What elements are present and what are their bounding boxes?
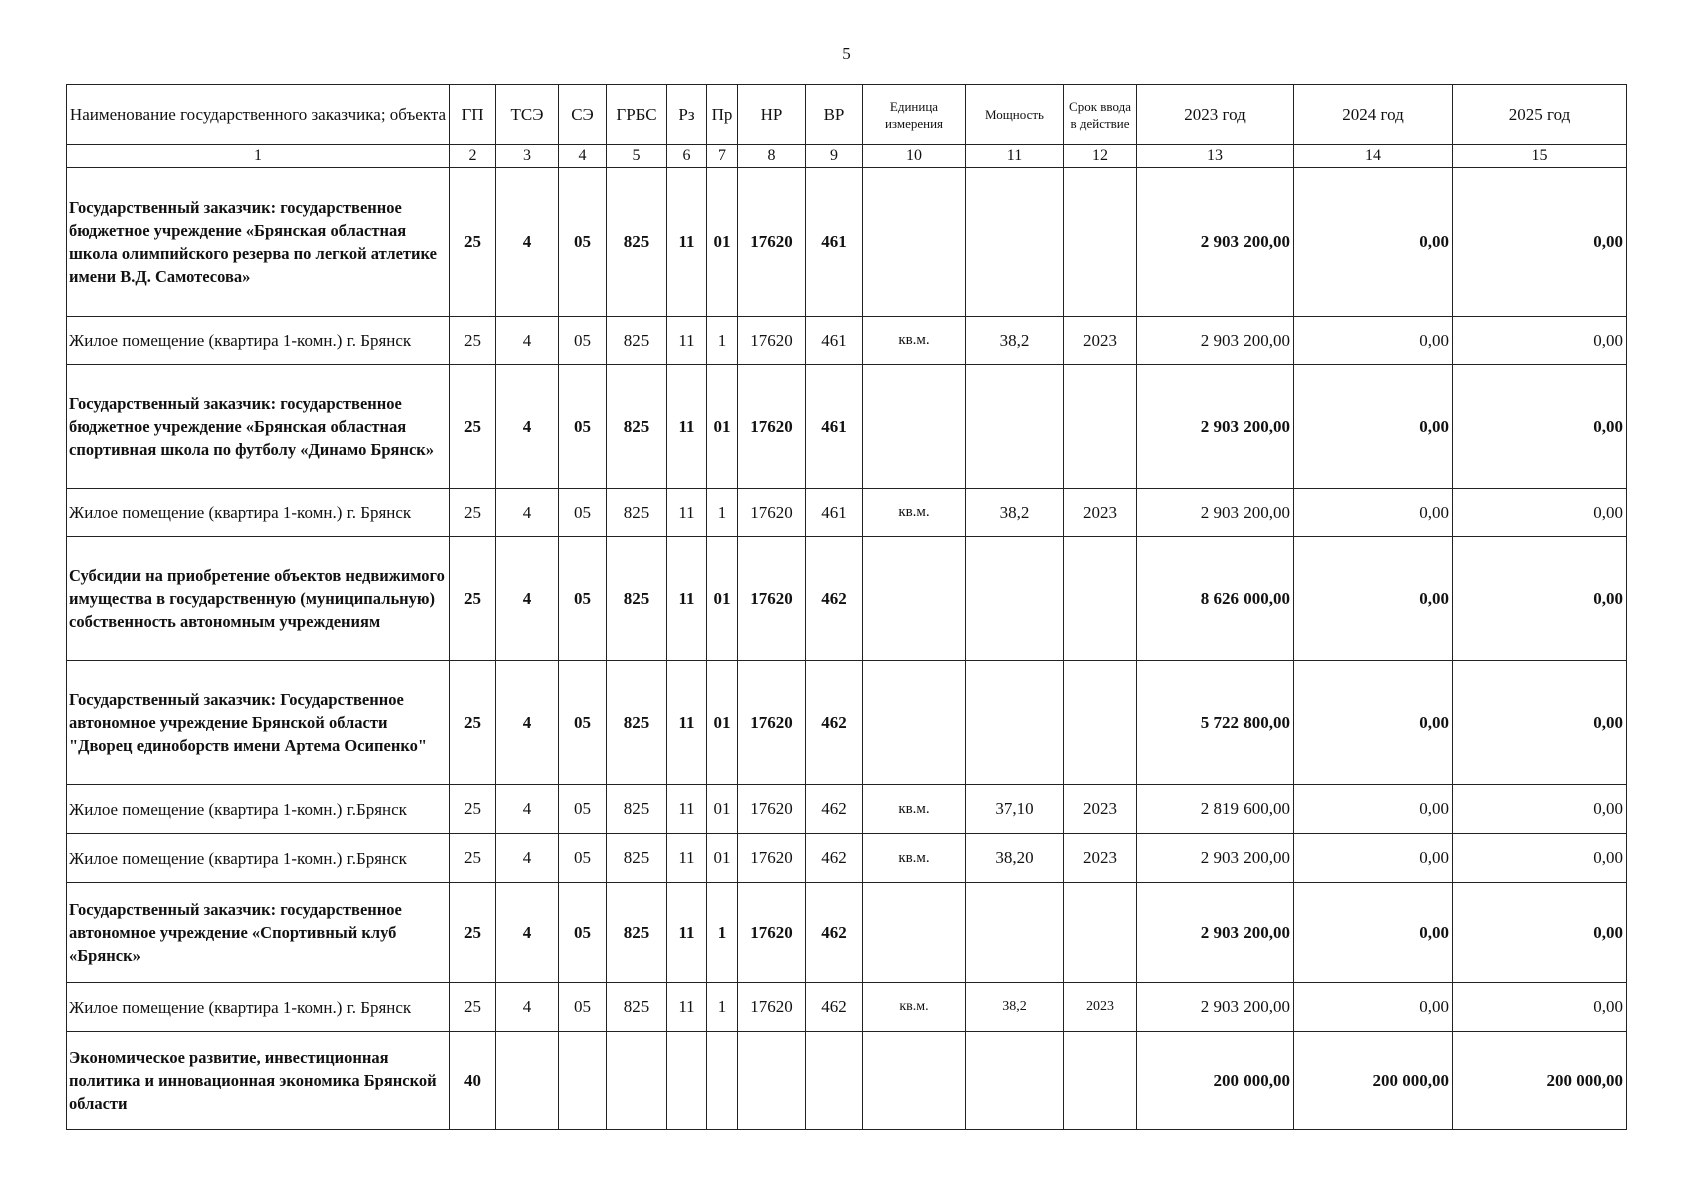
row-rz bbox=[667, 1032, 707, 1130]
row-2024: 0,00 bbox=[1294, 661, 1453, 785]
row-nr: 17620 bbox=[738, 834, 806, 883]
row-se: 05 bbox=[559, 489, 607, 537]
table-row bbox=[67, 317, 1627, 365]
header-pr: Пр bbox=[707, 85, 738, 145]
header-rz: Рз bbox=[667, 85, 707, 145]
row-name: Государственный заказчик: государственное автономное учреждение «Спортивный клуб «Брянск» bbox=[67, 883, 450, 983]
row-se: 05 bbox=[559, 365, 607, 489]
row-tse: 4 bbox=[496, 883, 559, 983]
header-capacity: Мощность bbox=[966, 85, 1064, 145]
row-2024: 0,00 bbox=[1294, 317, 1453, 365]
header-row bbox=[67, 85, 1627, 145]
row-2023: 2 819 600,00 bbox=[1137, 785, 1294, 834]
row-vr: 461 bbox=[806, 317, 863, 365]
row-2023: 8 626 000,00 bbox=[1137, 537, 1294, 661]
row-unit: кв.м. bbox=[863, 489, 966, 537]
row-rz: 11 bbox=[667, 537, 707, 661]
row-vr: 461 bbox=[806, 168, 863, 317]
row-gp: 25 bbox=[450, 168, 496, 317]
row-vr: 462 bbox=[806, 834, 863, 883]
row-capacity bbox=[966, 1032, 1064, 1130]
row-year: 2023 bbox=[1064, 834, 1137, 883]
row-year: 2023 bbox=[1064, 489, 1137, 537]
row-pr: 01 bbox=[707, 785, 738, 834]
row-rz: 11 bbox=[667, 168, 707, 317]
row-vr: 461 bbox=[806, 365, 863, 489]
header-vr: ВР bbox=[806, 85, 863, 145]
column-number: 2 bbox=[450, 145, 496, 168]
budget-table bbox=[66, 84, 1627, 1130]
row-gp: 25 bbox=[450, 834, 496, 883]
row-capacity bbox=[966, 883, 1064, 983]
row-2023: 2 903 200,00 bbox=[1137, 489, 1294, 537]
row-unit bbox=[863, 168, 966, 317]
row-unit bbox=[863, 537, 966, 661]
column-number: 8 bbox=[738, 145, 806, 168]
row-gp: 25 bbox=[450, 661, 496, 785]
table-row bbox=[67, 537, 1627, 661]
header-name: Наименование государственного заказчика; объекта bbox=[67, 85, 450, 145]
row-2024: 0,00 bbox=[1294, 537, 1453, 661]
row-rz: 11 bbox=[667, 365, 707, 489]
row-capacity bbox=[966, 661, 1064, 785]
row-nr bbox=[738, 1032, 806, 1130]
row-nr: 17620 bbox=[738, 983, 806, 1032]
row-nr: 17620 bbox=[738, 365, 806, 489]
row-year bbox=[1064, 365, 1137, 489]
column-number: 15 bbox=[1453, 145, 1627, 168]
row-nr: 17620 bbox=[738, 489, 806, 537]
column-number: 14 bbox=[1294, 145, 1453, 168]
row-capacity: 37,10 bbox=[966, 785, 1064, 834]
row-name: Жилое помещение (квартира 1-комн.) г.Брянск bbox=[67, 785, 450, 834]
row-se: 05 bbox=[559, 168, 607, 317]
row-tse: 4 bbox=[496, 317, 559, 365]
row-grbs: 825 bbox=[607, 883, 667, 983]
header-gp: ГП bbox=[450, 85, 496, 145]
row-grbs: 825 bbox=[607, 983, 667, 1032]
header-nr: НР bbox=[738, 85, 806, 145]
row-se: 05 bbox=[559, 317, 607, 365]
row-unit bbox=[863, 1032, 966, 1130]
row-pr: 1 bbox=[707, 983, 738, 1032]
column-number: 1 bbox=[67, 145, 450, 168]
row-year bbox=[1064, 883, 1137, 983]
row-nr: 17620 bbox=[738, 785, 806, 834]
row-vr: 462 bbox=[806, 661, 863, 785]
row-unit bbox=[863, 365, 966, 489]
row-capacity bbox=[966, 168, 1064, 317]
row-name: Государственный заказчик: государственное бюджетное учреждение «Брянская областная школа олимпийского резерва по легкой атлетике имени В.Д. Самотесова» bbox=[67, 168, 450, 317]
row-grbs: 825 bbox=[607, 834, 667, 883]
row-se bbox=[559, 1032, 607, 1130]
row-nr: 17620 bbox=[738, 168, 806, 317]
column-number: 5 bbox=[607, 145, 667, 168]
row-vr: 462 bbox=[806, 785, 863, 834]
row-gp: 25 bbox=[450, 983, 496, 1032]
row-2023: 2 903 200,00 bbox=[1137, 983, 1294, 1032]
row-se: 05 bbox=[559, 834, 607, 883]
row-2025: 0,00 bbox=[1453, 489, 1627, 537]
row-year: 2023 bbox=[1064, 785, 1137, 834]
column-number-row bbox=[67, 145, 1627, 168]
row-se: 05 bbox=[559, 983, 607, 1032]
row-tse: 4 bbox=[496, 489, 559, 537]
row-2023: 2 903 200,00 bbox=[1137, 317, 1294, 365]
row-capacity: 38,2 bbox=[966, 317, 1064, 365]
row-vr: 462 bbox=[806, 983, 863, 1032]
column-number: 10 bbox=[863, 145, 966, 168]
row-2024: 0,00 bbox=[1294, 983, 1453, 1032]
row-year: 2023 bbox=[1064, 983, 1137, 1032]
column-number: 12 bbox=[1064, 145, 1137, 168]
row-capacity: 38,2 bbox=[966, 983, 1064, 1032]
header-2025: 2025 год bbox=[1453, 85, 1627, 145]
row-2025: 0,00 bbox=[1453, 661, 1627, 785]
row-rz: 11 bbox=[667, 489, 707, 537]
row-unit bbox=[863, 661, 966, 785]
table-row bbox=[67, 661, 1627, 785]
row-pr: 01 bbox=[707, 365, 738, 489]
row-gp: 25 bbox=[450, 317, 496, 365]
row-gp: 25 bbox=[450, 365, 496, 489]
row-2024: 0,00 bbox=[1294, 489, 1453, 537]
row-2024: 200 000,00 bbox=[1294, 1032, 1453, 1130]
column-number: 3 bbox=[496, 145, 559, 168]
row-grbs: 825 bbox=[607, 168, 667, 317]
row-2024: 0,00 bbox=[1294, 834, 1453, 883]
row-2024: 0,00 bbox=[1294, 168, 1453, 317]
row-2023: 2 903 200,00 bbox=[1137, 365, 1294, 489]
row-vr bbox=[806, 1032, 863, 1130]
row-name: Жилое помещение (квартира 1-комн.) г. Брянск bbox=[67, 317, 450, 365]
row-rz: 11 bbox=[667, 834, 707, 883]
row-grbs: 825 bbox=[607, 317, 667, 365]
row-unit bbox=[863, 883, 966, 983]
header-grbs: ГРБС bbox=[607, 85, 667, 145]
row-2023: 200 000,00 bbox=[1137, 1032, 1294, 1130]
row-rz: 11 bbox=[667, 661, 707, 785]
row-2025: 200 000,00 bbox=[1453, 1032, 1627, 1130]
row-2024: 0,00 bbox=[1294, 785, 1453, 834]
row-2025: 0,00 bbox=[1453, 785, 1627, 834]
row-tse: 4 bbox=[496, 785, 559, 834]
table-row bbox=[67, 983, 1627, 1032]
row-unit: кв.м. bbox=[863, 983, 966, 1032]
row-gp: 25 bbox=[450, 883, 496, 983]
row-pr: 01 bbox=[707, 168, 738, 317]
row-2024: 0,00 bbox=[1294, 365, 1453, 489]
row-grbs: 825 bbox=[607, 365, 667, 489]
row-pr: 1 bbox=[707, 317, 738, 365]
row-tse: 4 bbox=[496, 834, 559, 883]
row-grbs: 825 bbox=[607, 489, 667, 537]
row-nr: 17620 bbox=[738, 883, 806, 983]
row-pr: 01 bbox=[707, 537, 738, 661]
row-se: 05 bbox=[559, 537, 607, 661]
row-2025: 0,00 bbox=[1453, 883, 1627, 983]
row-nr: 17620 bbox=[738, 661, 806, 785]
row-pr: 01 bbox=[707, 834, 738, 883]
row-name: Экономическое развитие, инвестиционная политика и инновационная экономика Брянской области bbox=[67, 1032, 450, 1130]
row-2025: 0,00 bbox=[1453, 365, 1627, 489]
row-tse: 4 bbox=[496, 537, 559, 661]
row-capacity: 38,2 bbox=[966, 489, 1064, 537]
row-2023: 2 903 200,00 bbox=[1137, 883, 1294, 983]
row-se: 05 bbox=[559, 661, 607, 785]
row-grbs: 825 bbox=[607, 537, 667, 661]
header-se: СЭ bbox=[559, 85, 607, 145]
table-row bbox=[67, 365, 1627, 489]
row-tse: 4 bbox=[496, 661, 559, 785]
row-vr: 462 bbox=[806, 537, 863, 661]
header-year: Срок ввода в действие bbox=[1064, 85, 1137, 145]
table-row bbox=[67, 168, 1627, 317]
row-year bbox=[1064, 168, 1137, 317]
row-vr: 461 bbox=[806, 489, 863, 537]
row-gp: 25 bbox=[450, 489, 496, 537]
row-2025: 0,00 bbox=[1453, 834, 1627, 883]
column-number: 6 bbox=[667, 145, 707, 168]
column-number: 11 bbox=[966, 145, 1064, 168]
row-tse: 4 bbox=[496, 168, 559, 317]
column-number: 7 bbox=[707, 145, 738, 168]
row-name: Жилое помещение (квартира 1-комн.) г. Брянск bbox=[67, 983, 450, 1032]
row-2023: 2 903 200,00 bbox=[1137, 834, 1294, 883]
row-pr: 01 bbox=[707, 661, 738, 785]
row-pr bbox=[707, 1032, 738, 1130]
table-row bbox=[67, 834, 1627, 883]
page-number: 5 bbox=[842, 44, 851, 63]
row-unit: кв.м. bbox=[863, 834, 966, 883]
table-row bbox=[67, 1032, 1627, 1130]
row-2025: 0,00 bbox=[1453, 317, 1627, 365]
row-2024: 0,00 bbox=[1294, 883, 1453, 983]
row-rz: 11 bbox=[667, 785, 707, 834]
row-capacity bbox=[966, 537, 1064, 661]
row-gp: 40 bbox=[450, 1032, 496, 1130]
row-2025: 0,00 bbox=[1453, 168, 1627, 317]
row-pr: 1 bbox=[707, 883, 738, 983]
column-number: 4 bbox=[559, 145, 607, 168]
column-number: 9 bbox=[806, 145, 863, 168]
row-unit: кв.м. bbox=[863, 785, 966, 834]
row-name: Жилое помещение (квартира 1-комн.) г.Брянск bbox=[67, 834, 450, 883]
row-gp: 25 bbox=[450, 785, 496, 834]
row-name: Жилое помещение (квартира 1-комн.) г. Брянск bbox=[67, 489, 450, 537]
row-year: 2023 bbox=[1064, 317, 1137, 365]
row-year bbox=[1064, 537, 1137, 661]
row-name: Государственный заказчик: государственное бюджетное учреждение «Брянская областная спортивная школа по футболу «Динамо Брянск» bbox=[67, 365, 450, 489]
row-tse: 4 bbox=[496, 983, 559, 1032]
row-year bbox=[1064, 661, 1137, 785]
row-unit: кв.м. bbox=[863, 317, 966, 365]
row-rz: 11 bbox=[667, 883, 707, 983]
table-row bbox=[67, 883, 1627, 983]
row-grbs: 825 bbox=[607, 785, 667, 834]
header-tse: ТСЭ bbox=[496, 85, 559, 145]
row-2025: 0,00 bbox=[1453, 983, 1627, 1032]
row-capacity bbox=[966, 365, 1064, 489]
row-rz: 11 bbox=[667, 983, 707, 1032]
table-row bbox=[67, 785, 1627, 834]
row-gp: 25 bbox=[450, 537, 496, 661]
row-rz: 11 bbox=[667, 317, 707, 365]
row-nr: 17620 bbox=[738, 537, 806, 661]
row-se: 05 bbox=[559, 883, 607, 983]
column-number: 13 bbox=[1137, 145, 1294, 168]
table-row bbox=[67, 489, 1627, 537]
row-tse bbox=[496, 1032, 559, 1130]
row-name: Государственный заказчик: Государственное автономное учреждение Брянской области "Дворец единоборств имени Артема Осипенко" bbox=[67, 661, 450, 785]
row-vr: 462 bbox=[806, 883, 863, 983]
header-2023: 2023 год bbox=[1137, 85, 1294, 145]
header-2024: 2024 год bbox=[1294, 85, 1453, 145]
row-pr: 1 bbox=[707, 489, 738, 537]
row-2025: 0,00 bbox=[1453, 537, 1627, 661]
row-nr: 17620 bbox=[738, 317, 806, 365]
row-se: 05 bbox=[559, 785, 607, 834]
row-year bbox=[1064, 1032, 1137, 1130]
row-2023: 5 722 800,00 bbox=[1137, 661, 1294, 785]
row-grbs: 825 bbox=[607, 661, 667, 785]
header-unit: Единица измерения bbox=[863, 85, 966, 145]
row-capacity: 38,20 bbox=[966, 834, 1064, 883]
row-tse: 4 bbox=[496, 365, 559, 489]
row-name: Субсидии на приобретение объектов недвижимого имущества в государственную (муниципальную) собственность автономным учреждениям bbox=[67, 537, 450, 661]
row-grbs bbox=[607, 1032, 667, 1130]
row-2023: 2 903 200,00 bbox=[1137, 168, 1294, 317]
